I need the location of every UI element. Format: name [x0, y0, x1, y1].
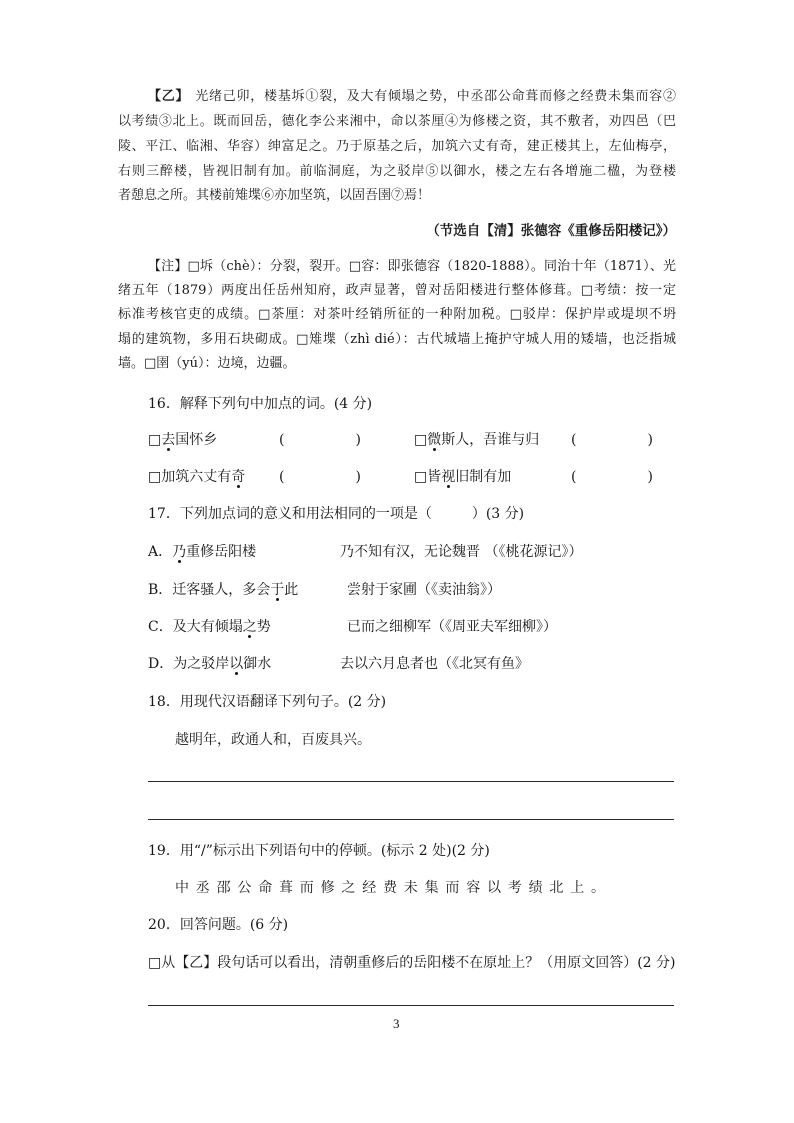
passage-line-text: 光绪己卯，楼基坼①裂，及大有倾塌之势，中丞邵公命葺而修之经费未集而容②: [195, 89, 676, 104]
passage-line: 以考绩③北上。既而回岳，德化李公来湘中，命以茶厘④为修楼之资，其不敷者，劝四邑（巴: [118, 114, 676, 129]
question-19-stem: 19．用“/”标示出下列语句中的停顿。(标示 2 处)(2 分): [148, 843, 490, 859]
item-text-after: 旧制有加: [455, 469, 512, 485]
option-label: A．: [148, 544, 173, 560]
passage-line: [148, 88, 676, 106]
q16-item: [148, 468, 245, 486]
question-20-stem: 20．回答问题。(6 分): [148, 917, 289, 933]
option-c: [148, 618, 271, 636]
option-left-after: 此: [284, 582, 299, 598]
paren-open: (: [279, 432, 285, 448]
passage-line: 陵、平江、临湘、华容）绅富足之。乃于原基之后，加筑六丈有奇，建正楼其上，左仙梅亭，: [118, 139, 676, 154]
note-line: 塌的建筑物，多用石块砌成。□雉堞（zhì dié）：古代城墙上掩护守城人用的矮墙，也泛指城: [118, 332, 676, 347]
item-marker: □: [148, 432, 162, 448]
answer-blank[interactable]: [279, 431, 361, 449]
item-text-before: 加筑六丈有: [161, 469, 232, 485]
item-marker: □: [414, 469, 428, 485]
question-17-stem: [148, 505, 524, 523]
option-left-after: 势: [256, 619, 271, 635]
option-left-before: 及大有倾塌: [172, 619, 243, 635]
paren-close: ): [355, 469, 361, 485]
q16-item: [414, 431, 539, 449]
stem-score: ）(3 分): [471, 506, 525, 522]
emphasized-char: 之: [242, 619, 257, 635]
option-a: [148, 543, 256, 561]
option-left-before: 迁客骚人，多会: [172, 582, 271, 598]
note-line-text: □坼（chè）：分裂，裂开。□容：即张德容（1820-1888）。同治十年（1871）、光: [187, 259, 676, 274]
option-b-compare: 尝射于家圃（《卖油翁》）: [347, 582, 501, 598]
notes-label: 【注】: [148, 259, 188, 274]
note-line: 标准考核官吏的成绩。□茶厘：对茶叶经销所征的一种附加税。□驳岸：保护岸或堤坝不坍: [118, 307, 676, 322]
paren-close: ): [647, 432, 653, 448]
emphasized-char: 乃: [172, 544, 187, 560]
passage-line: 右则三醉楼，皆视旧制有加。前临洞庭，为之驳岸⑤以御水，楼之左右各增施二楹，为登楼: [118, 164, 676, 179]
translation-sentence: 越明年，政通人和，百废具兴。: [175, 732, 371, 748]
paren-open: (: [571, 432, 577, 448]
paren-close: ): [355, 432, 361, 448]
note-line: [148, 258, 676, 276]
item-marker: □: [414, 432, 428, 448]
option-d-compare: 去以六月息者也（《北冥有鱼》: [340, 656, 529, 672]
passage-line: 者憩息之所。其楼前雉堞⑥亦加坚筑，以固吾圉⑦焉！: [118, 188, 431, 203]
answer-blank[interactable]: [279, 468, 361, 486]
answer-line[interactable]: [148, 1005, 674, 1006]
passage-source: （节选自【清】张德容《重修岳阳楼记》）: [426, 223, 676, 239]
emphasized-char: 微: [427, 432, 442, 448]
item-marker: □: [148, 469, 162, 485]
paren-close: ): [647, 469, 653, 485]
option-label: D．: [148, 656, 174, 672]
emphasized-char: 于: [270, 582, 285, 598]
option-left-after: 御水: [243, 656, 272, 672]
note-line: 绪五年（1879）两度出任岳州知府，政声显著，曾对岳阳楼进行整体修葺。□考绩：按一定: [118, 283, 676, 298]
pause-sentence: 中丞邵公命葺而修之经费未集而容以考绩北上。: [175, 880, 612, 896]
option-label: C．: [148, 619, 173, 635]
note-line: 墙。□圉（yú）：边境，边疆。: [118, 356, 296, 371]
question-18-stem: 18．用现代汉语翻译下列句子。(2 分): [148, 694, 387, 710]
question-16-stem: 16．解释下列句中加点的词。(4 分): [148, 396, 373, 412]
page-number: 3: [393, 1016, 400, 1031]
answer-line[interactable]: [148, 781, 674, 782]
option-a-compare: 乃不知有汉，无论魏晋 （《桃花源记》）: [340, 544, 583, 560]
paren-open: (: [279, 469, 285, 485]
q16-item: [414, 468, 511, 486]
paren-open: (: [571, 469, 577, 485]
question-20-sub: □从【乙】段句话可以看出，清朝重修后的岳阳楼不在原址上？（用原文回答）(2 分): [148, 955, 676, 971]
answer-line[interactable]: [148, 819, 674, 820]
emphasized-char: 奇: [231, 469, 246, 485]
option-c-compare: 已而之细柳军（《周亚夫军细柳》）: [347, 619, 557, 635]
option-label: B．: [148, 582, 173, 598]
option-left-before: 为之驳岸: [173, 656, 230, 672]
stem-text: 17．下列加点词的意义和用法相同的一项是（: [148, 506, 432, 522]
emphasized-char: 去: [161, 432, 176, 448]
answer-blank[interactable]: [571, 468, 653, 486]
item-text-after: 国怀乡: [175, 432, 218, 448]
passage-label: 【乙】: [148, 89, 190, 104]
item-text-after: 斯人，吾谁与归: [441, 432, 540, 448]
item-text-before: 皆: [427, 469, 442, 485]
option-b: [148, 581, 298, 599]
option-left-after: 重修岳阳楼: [186, 544, 257, 560]
emphasized-char: 视: [441, 469, 456, 485]
answer-blank[interactable]: [571, 431, 653, 449]
option-d: [148, 655, 271, 673]
q16-item: [148, 431, 217, 449]
emphasized-char: 以: [229, 656, 244, 672]
